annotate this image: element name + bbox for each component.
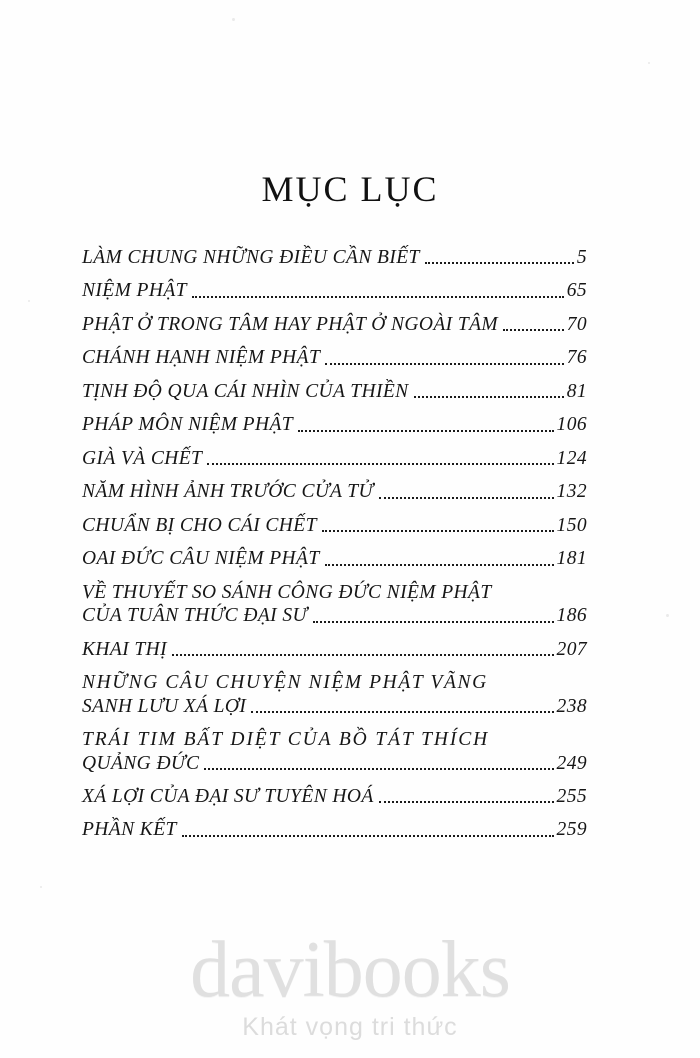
toc-entry-page: 207: [556, 638, 587, 660]
toc-entry[interactable]: [82, 382, 587, 402]
toc-entry-page: 238: [556, 695, 587, 717]
toc-entry[interactable]: [82, 730, 587, 774]
toc-entry-page: 150: [556, 514, 587, 536]
leader-dots: [414, 395, 564, 398]
table-of-contents: [82, 248, 587, 854]
leader-dots: [251, 710, 553, 713]
paper-speck: [666, 614, 669, 617]
toc-entry[interactable]: [82, 281, 587, 301]
toc-entry-title-line1: NHỮNG CÂU CHUYỆN NIỆM PHẬT VÃNG: [82, 672, 488, 694]
toc-entry-title-line2: QUẢNG ĐỨC: [82, 752, 200, 774]
toc-entry[interactable]: [82, 549, 587, 569]
paper-speck: [232, 18, 235, 21]
leader-dots: [325, 563, 554, 566]
toc-entry-title-line1: TRÁI TIM BẤT DIỆT CỦA BỒ TÁT THÍCH: [82, 729, 490, 751]
toc-entry-title: CHÁNH HẠNH NIỆM PHẬT: [82, 347, 321, 369]
toc-entry[interactable]: [82, 640, 587, 660]
toc-entry[interactable]: [82, 315, 587, 335]
toc-entry-title: KHAI THỊ: [82, 638, 167, 660]
toc-entry-page: 81: [566, 380, 587, 402]
toc-entry-title: XÁ LỢI CỦA ĐẠI SƯ TUYÊN HOÁ: [82, 785, 374, 807]
toc-entry-page: 259: [556, 819, 587, 841]
toc-entry-page: 124: [556, 447, 587, 469]
leader-dots: [298, 429, 554, 432]
toc-entry[interactable]: [82, 787, 587, 807]
toc-entry-page: 106: [556, 414, 587, 436]
leader-dots: [207, 462, 553, 465]
leader-dots: [192, 295, 564, 298]
leader-dots: [172, 653, 554, 656]
toc-entry-page: 5: [576, 247, 587, 268]
paper-speck: [28, 300, 30, 302]
toc-entry-page: 181: [556, 548, 587, 570]
toc-entry-title: PHÁP MÔN NIỆM PHẬT: [82, 414, 294, 436]
toc-entry-title: PHẦN KẾT: [82, 819, 177, 841]
toc-entry[interactable]: [82, 415, 587, 435]
toc-entry-page: 186: [556, 605, 587, 627]
leader-dots: [503, 328, 564, 331]
paper-speck: [648, 62, 650, 64]
toc-entry-title: OAI ĐỨC CÂU NIỆM PHẬT: [82, 548, 320, 570]
watermark-sub: Khát vọng tri thức: [242, 1013, 458, 1041]
leader-dots: [425, 261, 574, 264]
toc-entry-title: NĂM HÌNH ẢNH TRƯỚC CỬA TỬ: [82, 481, 374, 503]
leader-dots: [322, 529, 554, 532]
toc-entry[interactable]: [82, 482, 587, 502]
toc-entry-page: 76: [566, 347, 587, 369]
toc-entry[interactable]: [82, 820, 587, 840]
leader-dots: [204, 767, 553, 770]
toc-entry-title: PHẬT Ở TRONG TÂM HAY PHẬT Ở NGOÀI TÂM: [82, 313, 499, 335]
toc-entry-page: 249: [556, 752, 587, 774]
toc-entry[interactable]: [82, 348, 587, 368]
toc-entry-page: 255: [556, 785, 587, 807]
paper-speck: [40, 886, 42, 888]
toc-entry-title: TỊNH ĐỘ QUA CÁI NHÌN CỦA THIỀN: [82, 380, 409, 402]
toc-entry[interactable]: [82, 583, 587, 627]
toc-entry-title: CHUẨN BỊ CHO CÁI CHẾT: [82, 514, 317, 536]
toc-entry-title: GIÀ VÀ CHẾT: [82, 447, 203, 469]
page-title: MỤC LỤC: [261, 169, 439, 209]
toc-entry[interactable]: [82, 449, 587, 469]
leader-dots: [379, 496, 554, 499]
leader-dots: [325, 362, 563, 365]
leader-dots: [379, 800, 554, 803]
toc-entry-page: 70: [566, 313, 587, 335]
toc-entry-page: 132: [556, 481, 587, 503]
leader-dots: [313, 620, 554, 623]
toc-entry[interactable]: [82, 248, 587, 268]
toc-entry-title-line1: VỀ THUYẾT SO SÁNH CÔNG ĐỨC NIỆM PHẬT: [82, 581, 492, 603]
leader-dots: [182, 834, 554, 837]
toc-entry[interactable]: [82, 516, 587, 536]
toc-entry-title-line2: SANH LƯU XÁ LỢI: [82, 695, 247, 717]
toc-entry-title: LÀM CHUNG NHỮNG ĐIỀU CẦN BIẾT: [82, 247, 420, 268]
toc-entry-title: NIỆM PHẬT: [82, 280, 187, 302]
toc-entry-page: 65: [566, 280, 587, 302]
toc-entry-title-line2: CỦA TUÂN THỨC ĐẠI SƯ: [82, 605, 308, 627]
watermark-main: davibooks: [190, 926, 510, 1014]
toc-entry[interactable]: [82, 673, 587, 717]
